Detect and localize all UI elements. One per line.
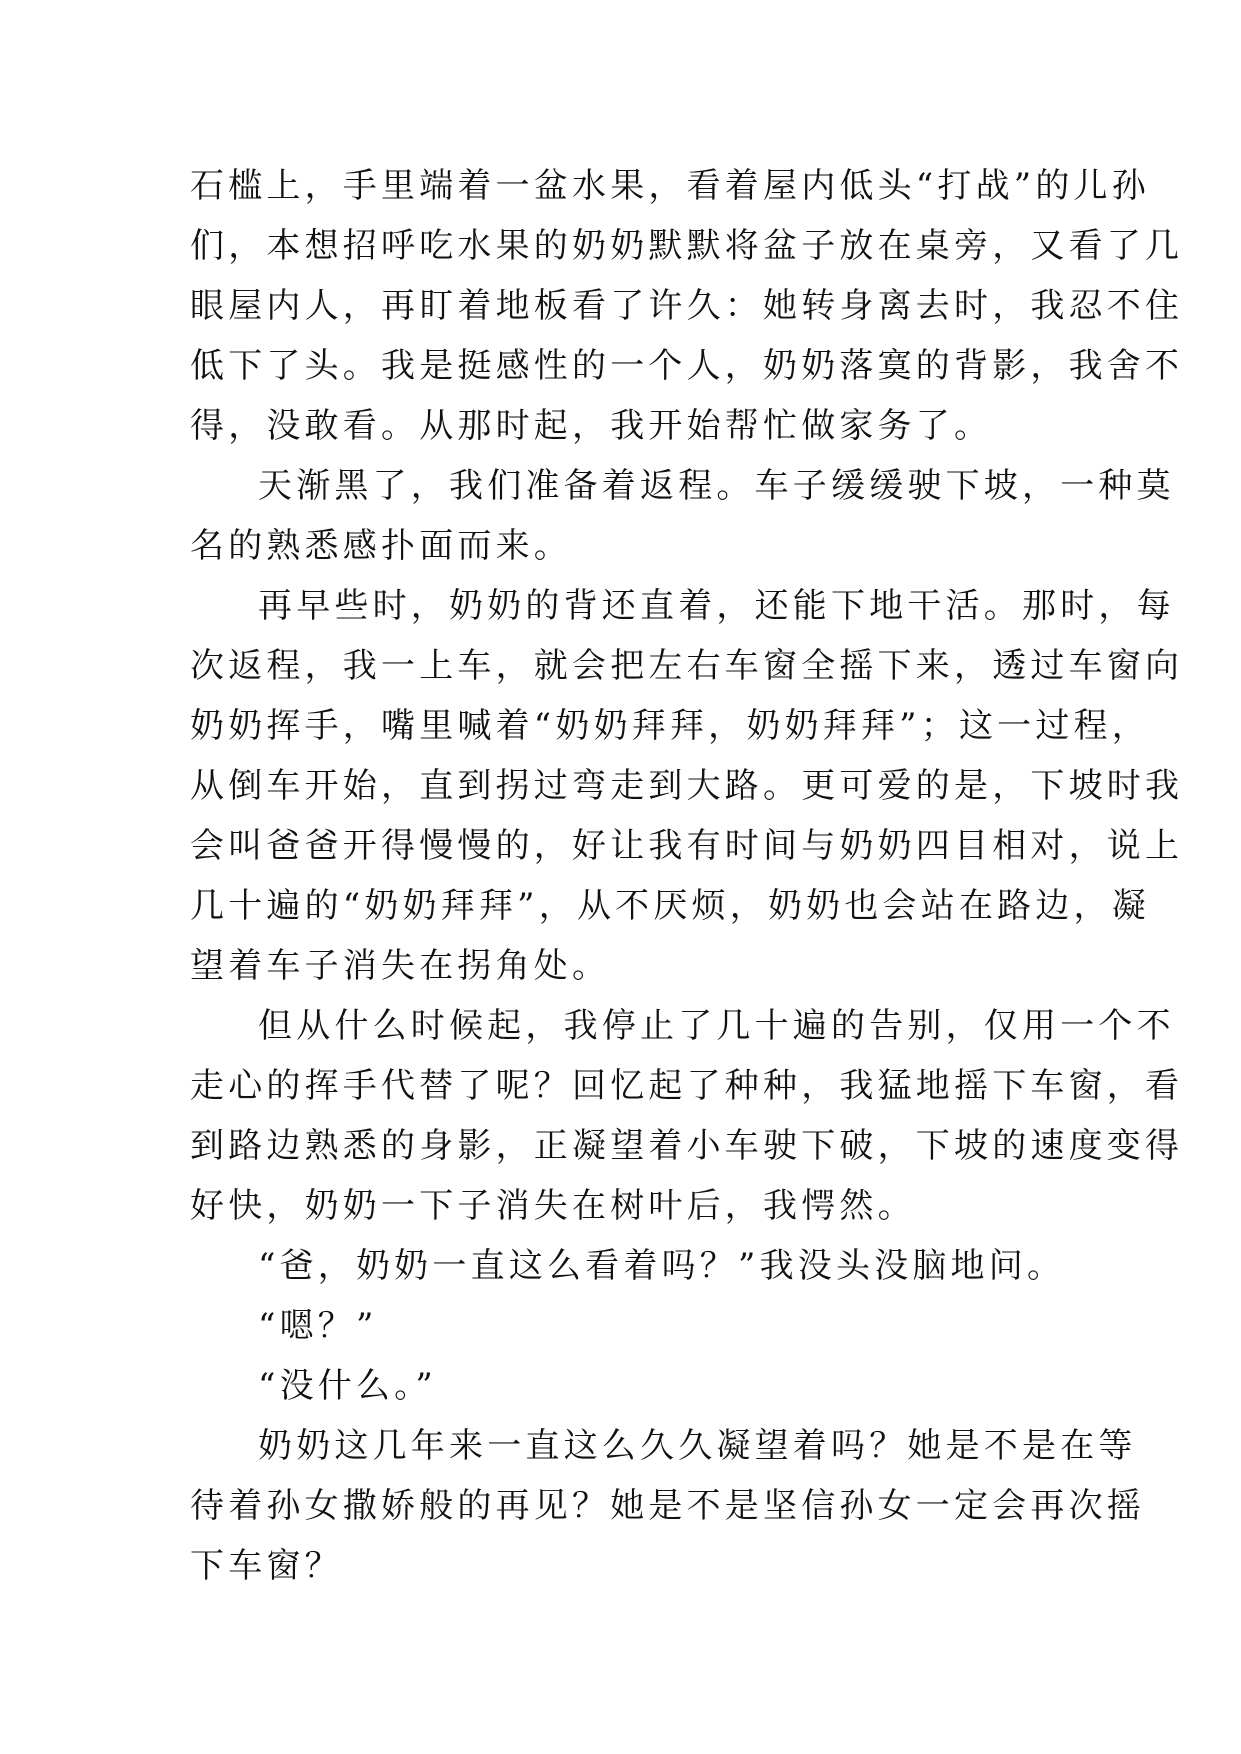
text-line: 再早些时，奶奶的背还直着，还能下地干活。那时，每 [258, 586, 1175, 626]
text-line: 奶奶这几年来一直这么久久凝望着吗？她是不是在等 [258, 1426, 1137, 1466]
text-line: 得，没敢看。从那时起，我开始帮忙做家务了。 [190, 406, 993, 446]
text-line: 天渐黑了，我们准备着返程。车子缓缓驶下坡，一种莫 [258, 466, 1175, 506]
dialogue-2 [190, 1296, 1070, 1356]
paragraph-2 [190, 456, 1175, 576]
text-line: 几十遍的“奶奶拜拜”，从不厌烦，奶奶也会站在路边，凝 [190, 886, 1150, 926]
text-line: 但从什么时候起，我停止了几十遍的告别，仅用一个不 [258, 1006, 1175, 1046]
text-line: 低下了头。我是挺感性的一个人，奶奶落寞的背影，我舍不 [190, 346, 1184, 386]
text-line: 望着车子消失在拐角处。 [190, 946, 611, 986]
paragraph-1 [190, 156, 1184, 456]
text-line: 从倒车开始，直到拐过弯走到大路。更可爱的是，下坡时我 [190, 766, 1184, 806]
paragraph-4 [190, 996, 1184, 1236]
text-line: 眼屋内人，再盯着地板看了许久：她转身离去时，我忍不住 [190, 286, 1184, 326]
text-line: 次返程，我一上车，就会把左右车窗全摇下来，透过车窗向 [190, 646, 1184, 686]
article-body [190, 156, 1184, 1596]
text-line: 石槛上，手里端着一盆水果，看着屋内低头“打战”的儿孙 [190, 166, 1150, 206]
text-line: “嗯？” [258, 1306, 378, 1346]
text-line: 下车窗？ [190, 1546, 343, 1586]
text-line: 走心的挥手代替了呢？回忆起了种种，我猛地摇下车窗，看 [190, 1066, 1184, 1106]
text-line: “没什么。” [258, 1366, 437, 1406]
paragraph-5 [190, 1416, 1145, 1596]
text-line: 奶奶挥手，嘴里喊着“奶奶拜拜，奶奶拜拜”；这一过程， [190, 706, 1150, 746]
text-line: 会叫爸爸开得慢慢的，好让我有时间与奶奶四目相对，说上 [190, 826, 1184, 866]
text-line: 待着孙女撒娇般的再见？她是不是坚信孙女一定会再次摇 [190, 1486, 1145, 1526]
text-line: 好快，奶奶一下子消失在树叶后，我愕然。 [190, 1186, 916, 1226]
text-line: 名的熟悉感扑面而来。 [190, 526, 572, 566]
dialogue-3 [190, 1356, 1070, 1416]
paragraph-3 [190, 576, 1184, 996]
text-line: 们，本想招呼吃水果的奶奶默默将盆子放在桌旁，又看了几 [190, 226, 1184, 266]
text-line: “爸，奶奶一直这么看着吗？”我没头没脑地问。 [258, 1246, 1066, 1286]
text-line: 到路边熟悉的身影，正凝望着小车驶下破，下坡的速度变得 [190, 1126, 1184, 1166]
dialogue-1 [190, 1236, 1070, 1296]
